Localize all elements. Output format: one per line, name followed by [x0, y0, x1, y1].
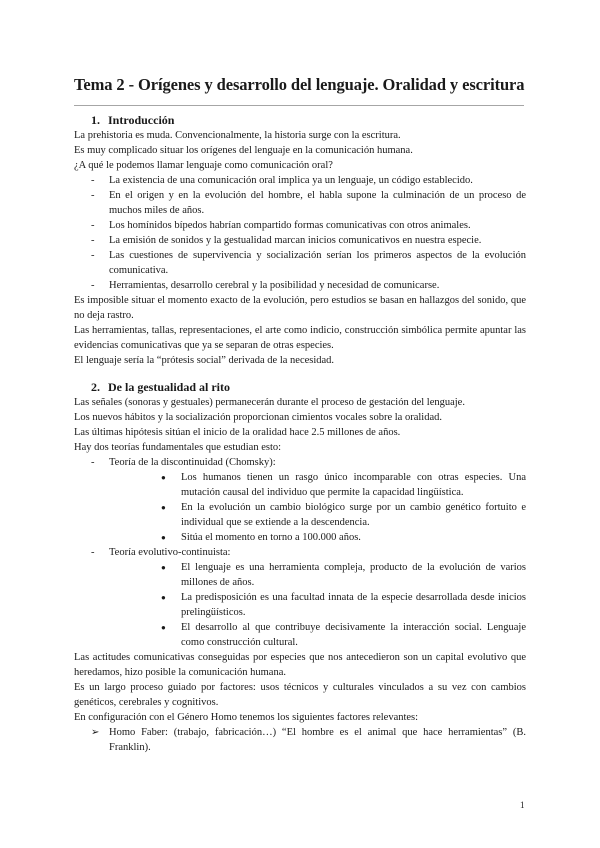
- document-body: [74, 113, 526, 755]
- title-divider: [74, 105, 524, 106]
- list-item: - En el origen y en la evolución del hombre, el habla supone la culminación de un proceso de muchos miles de años.: [74, 188, 526, 218]
- paragraph: ¿A qué le podemos llamar lenguaje como comunicación oral?: [74, 160, 333, 171]
- theory-name: Teoría evolutivo-continuista:: [109, 547, 231, 558]
- page-number: 1: [520, 800, 525, 810]
- paragraph: Las herramientas, tallas, representaciones, el arte como indicio, construcción simbólica permite apuntar las evidencias comunicativas que ya se separan de otras especies.: [74, 325, 526, 351]
- paragraph: Es imposible situar el momento exacto de la evolución, pero estudios se basan en hallazgos del sonido, que no deja rastro.: [74, 295, 526, 321]
- list-item: ● La predisposición es una facultad innata de la especie desarrollada desde inicios prelingüísticos.: [74, 590, 526, 620]
- theory-item: [74, 455, 526, 470]
- paragraph: En configuración con el Género Homo tenemos los siguientes factores relevantes:: [74, 712, 419, 723]
- list-item: - Los homínidos bípedos habrían compartido formas comunicativas con otros animales.: [74, 218, 526, 233]
- document-title: Tema 2 - Orígenes y desarrollo del lenguaje. Oralidad y escritura: [74, 75, 525, 94]
- list-item: - Las cuestiones de supervivencia y socialización serían los primeros aspectos de la evolución comunicativa.: [74, 248, 526, 278]
- section-heading-introduccion: [74, 113, 526, 128]
- section-number: 1.: [91, 113, 100, 127]
- section-number: 2.: [91, 380, 100, 394]
- theory-points-list: [74, 560, 526, 650]
- section-title: De la gestualidad al rito: [108, 380, 230, 394]
- intro-bullet-list: [74, 173, 526, 293]
- paragraph: Los nuevos hábitos y la socialización proporcionan cimientos vocales sobre la oralidad.: [74, 412, 442, 423]
- paragraph: Las señales (sonoras y gestuales) permanecerán durante el proceso de gestación del lenguaje.: [74, 397, 465, 408]
- paragraph: Hay dos teorías fundamentales que estudian esto:: [74, 442, 282, 453]
- list-item: ● Los humanos tienen un rasgo único incomparable con otras especies. Una mutación causal del individuo que permite la capacidad lingüística.: [74, 470, 526, 500]
- theory-points-list: [74, 470, 526, 545]
- theories-list: [74, 455, 526, 470]
- list-item: ● En la evolución un cambio biológico surge por un cambio genético fortuito e individual que se extiende a la descendencia.: [74, 500, 526, 530]
- paragraph: Es un largo proceso guiado por factores: usos técnicos y culturales vinculados a su vez con cambios genéticos, cerebrales y cognitivos.: [74, 682, 526, 708]
- paragraph: La prehistoria es muda. Convencionalmente, la historia surge con la escritura.: [74, 130, 401, 141]
- list-item: ➢ Homo Faber: (trabajo, fabricación…) “El hombre es el animal que hace herramientas” (B. Franklin).: [74, 725, 526, 755]
- list-item: - La emisión de sonidos y la gestualidad marcan inicios comunicativos en nuestra especie.: [74, 233, 526, 248]
- theory-name: Teoría de la discontinuidad (Chomsky):: [109, 457, 276, 468]
- list-item: ● Sitúa el momento en torno a 100.000 años.: [74, 530, 526, 545]
- list-item: ● El desarrollo al que contribuye decisivamente la interacción social. Lenguaje como construcción cultural.: [74, 620, 526, 650]
- list-item: - La existencia de una comunicación oral implica ya un lenguaje, un código establecido.: [74, 173, 526, 188]
- theories-list: [74, 545, 526, 560]
- paragraph: El lenguaje sería la “prótesis social” derivada de la necesidad.: [74, 355, 335, 366]
- theory-item: [74, 545, 526, 560]
- factors-list: [74, 725, 526, 755]
- list-item: ● El lenguaje es una herramienta compleja, producto de la evolución de varios millones de años.: [74, 560, 526, 590]
- list-item: - Herramientas, desarrollo cerebral y la posibilidad y necesidad de comunicarse.: [74, 278, 526, 293]
- section-heading-gestualidad: [74, 380, 526, 395]
- section-title: Introducción: [108, 113, 175, 127]
- paragraph: Las actitudes comunicativas conseguidas por especies que nos antecedieron son un capital evolutivo que heredamos, hizo posible la comunicación humana.: [74, 652, 526, 678]
- paragraph: Es muy complicado situar los orígenes del lenguaje en la comunicación humana.: [74, 145, 413, 156]
- paragraph: Las últimas hipótesis sitúan el inicio de la oralidad hace 2.5 millones de años.: [74, 427, 401, 438]
